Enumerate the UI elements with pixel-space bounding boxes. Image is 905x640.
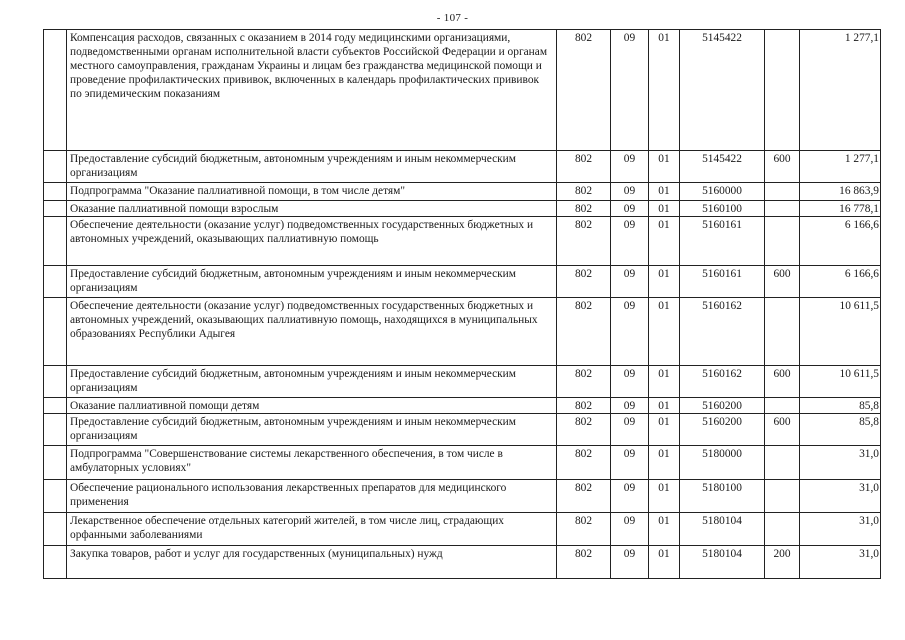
- row-blank-cell: [44, 398, 67, 414]
- row-amount: 16 778,1: [800, 201, 881, 217]
- row-expense-type: [765, 446, 800, 480]
- row-ministry-code: 802: [557, 414, 611, 446]
- row-name: Предоставление субсидий бюджетным, автономным учреждениям и иным некоммерческим организациям: [67, 266, 557, 298]
- row-amount: 31,0: [800, 446, 881, 480]
- row-blank-cell: [44, 201, 67, 217]
- row-blank-cell: [44, 446, 67, 480]
- row-target-code: 5160200: [680, 414, 765, 446]
- row-section-code: 09: [611, 151, 649, 183]
- row-target-code: 5145422: [680, 30, 765, 151]
- row-ministry-code: 802: [557, 480, 611, 513]
- row-expense-type: [765, 513, 800, 546]
- row-expense-type: 600: [765, 366, 800, 398]
- row-target-code: 5145422: [680, 151, 765, 183]
- row-expense-type: 600: [765, 266, 800, 298]
- row-ministry-code: 802: [557, 546, 611, 579]
- row-ministry-code: 802: [557, 30, 611, 151]
- row-amount: 31,0: [800, 513, 881, 546]
- row-section-code: 09: [611, 513, 649, 546]
- row-section-code: 09: [611, 446, 649, 480]
- row-ministry-code: 802: [557, 201, 611, 217]
- table-row: [44, 366, 881, 398]
- row-ministry-code: 802: [557, 298, 611, 366]
- row-amount: 1 277,1: [800, 151, 881, 183]
- row-blank-cell: [44, 298, 67, 366]
- row-target-code: 5180104: [680, 546, 765, 579]
- row-subsection-code: 01: [649, 298, 680, 366]
- row-expense-type: 600: [765, 414, 800, 446]
- row-amount: 10 611,5: [800, 366, 881, 398]
- table-row: [44, 513, 881, 546]
- row-subsection-code: 01: [649, 480, 680, 513]
- row-name: Закупка товаров, работ и услуг для государственных (муниципальных) нужд: [67, 546, 557, 579]
- table-row: [44, 480, 881, 513]
- row-section-code: 09: [611, 183, 649, 201]
- row-subsection-code: 01: [649, 366, 680, 398]
- row-expense-type: [765, 480, 800, 513]
- table-row: [44, 298, 881, 366]
- row-section-code: 09: [611, 398, 649, 414]
- row-subsection-code: 01: [649, 151, 680, 183]
- row-section-code: 09: [611, 366, 649, 398]
- row-amount: 10 611,5: [800, 298, 881, 366]
- row-section-code: 09: [611, 30, 649, 151]
- row-ministry-code: 802: [557, 398, 611, 414]
- row-section-code: 09: [611, 480, 649, 513]
- row-target-code: 5160161: [680, 266, 765, 298]
- row-section-code: 09: [611, 414, 649, 446]
- row-subsection-code: 01: [649, 446, 680, 480]
- row-name: Оказание паллиативной помощи взрослым: [67, 201, 557, 217]
- row-expense-type: 600: [765, 151, 800, 183]
- row-ministry-code: 802: [557, 446, 611, 480]
- row-amount: 31,0: [800, 546, 881, 579]
- row-name: Компенсация расходов, связанных с оказанием в 2014 году медицинскими организациями, подведомственными органам исполнительной власти субъектов Российской Федерации и органам местного самоуправления, гражданам Украины и лицам без гражданства медицинской помощи и проведение профилактических прививок, включенных в календарь профилактических прививок по эпидемическим показаниям: [67, 30, 557, 151]
- row-ministry-code: 802: [557, 366, 611, 398]
- table-row: [44, 201, 881, 217]
- row-name: Обеспечение рационального использования лекарственных препаратов для медицинского применения: [67, 480, 557, 513]
- table-row: [44, 446, 881, 480]
- page-number: - 107 -: [436, 12, 469, 24]
- row-name: Подпрограмма "Совершенствование системы лекарственного обеспечения, в том числе в амбулаторных условиях": [67, 446, 557, 480]
- row-target-code: 5180100: [680, 480, 765, 513]
- row-name: Подпрограмма "Оказание паллиативной помощи, в том числе детям": [67, 183, 557, 201]
- row-expense-type: [765, 183, 800, 201]
- row-expense-type: [765, 217, 800, 266]
- row-amount: 16 863,9: [800, 183, 881, 201]
- row-expense-type: [765, 398, 800, 414]
- row-ministry-code: 802: [557, 183, 611, 201]
- table-row: [44, 266, 881, 298]
- row-name: Обеспечение деятельности (оказание услуг) подведомственных государственных бюджетных и автономных учреждений, оказывающих паллиативную помощь, находящихся в муниципальных образованиях Республики Адыгея: [67, 298, 557, 366]
- row-target-code: 5160162: [680, 366, 765, 398]
- row-amount: 6 166,6: [800, 266, 881, 298]
- row-expense-type: [765, 30, 800, 151]
- row-target-code: 5160200: [680, 398, 765, 414]
- row-ministry-code: 802: [557, 151, 611, 183]
- row-blank-cell: [44, 366, 67, 398]
- row-blank-cell: [44, 546, 67, 579]
- row-amount: 85,8: [800, 414, 881, 446]
- row-expense-type: [765, 298, 800, 366]
- table-row: [44, 414, 881, 446]
- row-amount: 31,0: [800, 480, 881, 513]
- row-subsection-code: 01: [649, 414, 680, 446]
- row-subsection-code: 01: [649, 183, 680, 201]
- row-blank-cell: [44, 414, 67, 446]
- table-row: [44, 151, 881, 183]
- row-blank-cell: [44, 513, 67, 546]
- row-ministry-code: 802: [557, 513, 611, 546]
- row-target-code: 5180000: [680, 446, 765, 480]
- row-blank-cell: [44, 151, 67, 183]
- row-subsection-code: 01: [649, 398, 680, 414]
- row-amount: 6 166,6: [800, 217, 881, 266]
- row-subsection-code: 01: [649, 513, 680, 546]
- row-subsection-code: 01: [649, 266, 680, 298]
- row-subsection-code: 01: [649, 201, 680, 217]
- row-target-code: 5160000: [680, 183, 765, 201]
- row-blank-cell: [44, 217, 67, 266]
- row-amount: 85,8: [800, 398, 881, 414]
- row-section-code: 09: [611, 546, 649, 579]
- row-target-code: 5160162: [680, 298, 765, 366]
- row-section-code: 09: [611, 298, 649, 366]
- row-blank-cell: [44, 266, 67, 298]
- row-target-code: 5160100: [680, 201, 765, 217]
- table-row: [44, 546, 881, 579]
- table-row: [44, 30, 881, 151]
- row-name: Оказание паллиативной помощи детям: [67, 398, 557, 414]
- row-ministry-code: 802: [557, 217, 611, 266]
- row-subsection-code: 01: [649, 30, 680, 151]
- row-amount: 1 277,1: [800, 30, 881, 151]
- row-section-code: 09: [611, 266, 649, 298]
- row-name: Предоставление субсидий бюджетным, автономным учреждениям и иным некоммерческим организациям: [67, 414, 557, 446]
- row-target-code: 5160161: [680, 217, 765, 266]
- row-blank-cell: [44, 183, 67, 201]
- budget-table-body: [44, 30, 881, 579]
- row-expense-type: [765, 201, 800, 217]
- row-name: Обеспечение деятельности (оказание услуг) подведомственных государственных бюджетных и автономных учреждений, оказывающих паллиативную помощь: [67, 217, 557, 266]
- table-row: [44, 183, 881, 201]
- row-expense-type: 200: [765, 546, 800, 579]
- row-name: Лекарственное обеспечение отдельных категорий жителей, в том числе лиц, страдающих орфанными заболеваниями: [67, 513, 557, 546]
- row-target-code: 5180104: [680, 513, 765, 546]
- table-row: [44, 398, 881, 414]
- row-subsection-code: 01: [649, 546, 680, 579]
- row-name: Предоставление субсидий бюджетным, автономным учреждениям и иным некоммерческим организациям: [67, 366, 557, 398]
- row-section-code: 09: [611, 217, 649, 266]
- row-name: Предоставление субсидий бюджетным, автономным учреждениям и иным некоммерческим организациям: [67, 151, 557, 183]
- table-row: [44, 217, 881, 266]
- row-ministry-code: 802: [557, 266, 611, 298]
- budget-table: [43, 29, 881, 579]
- row-section-code: 09: [611, 201, 649, 217]
- row-blank-cell: [44, 480, 67, 513]
- row-subsection-code: 01: [649, 217, 680, 266]
- row-blank-cell: [44, 30, 67, 151]
